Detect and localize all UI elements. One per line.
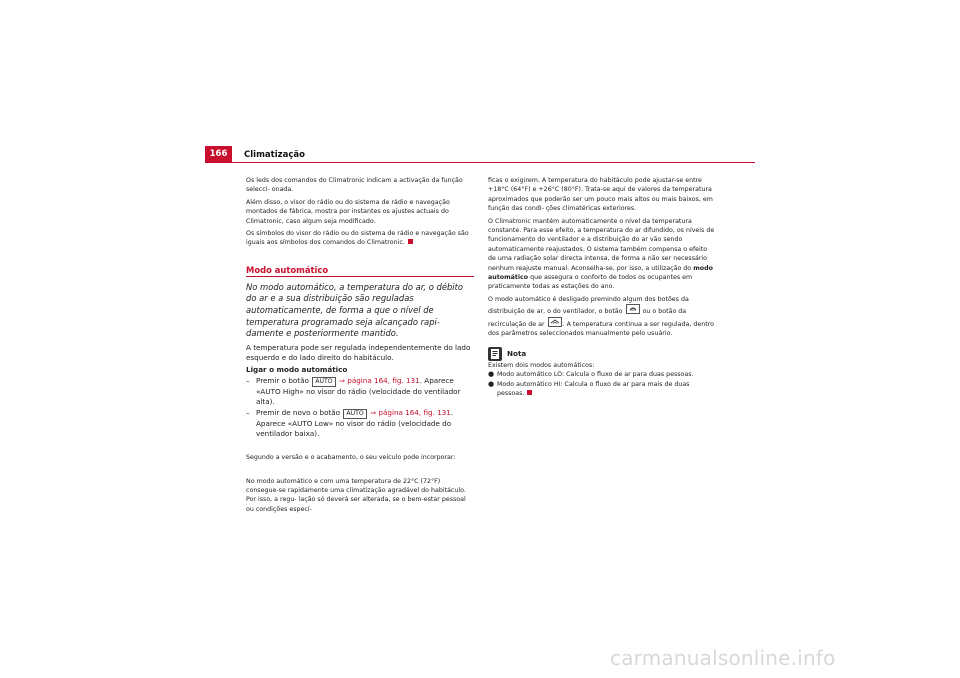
end-of-section-marker bbox=[527, 390, 532, 395]
paragraph-temperature: A temperatura pode ser regulada independentemente do lado esquerdo e do lado direito do habitáculo. bbox=[246, 342, 471, 363]
bold-auto-mode: modo automático bbox=[488, 264, 713, 282]
section-rule bbox=[246, 276, 474, 277]
paragraph-symbols bbox=[246, 229, 474, 248]
note-bullet-2-text bbox=[497, 380, 716, 399]
note-bullet-1 bbox=[488, 370, 716, 380]
paragraph-constant-level-before: O Climatronic mantém automaticamente o nível da temperatura constante. Para esse efeito, a temperatura do ar difundido, os níveis de funcionamento do ventilador e a distribuição do ar vão sendo automaticamente reajustados. O sistema também compensa o efeito de uma radiação solar directa intensa, de forma a não ser necessário nenhum reajuste manual. Aconselha-se, por isso, a utilização do bbox=[488, 217, 715, 272]
paragraph-radio-display: Além disso, o visor do rádio ou do sistema de rádio e navegação montados de fábrica, mostra por instantes os ajustes actuais do Climatronic, caso algum seja modificado. bbox=[246, 198, 450, 225]
page-header-title: Climatização bbox=[244, 150, 305, 160]
recirculation-icon bbox=[548, 317, 562, 327]
paragraph-version: Segundo a versão e o acabamento, o seu veículo pode incorporar: bbox=[246, 454, 456, 462]
bullet-glyph: ● bbox=[488, 369, 495, 378]
right-column bbox=[488, 176, 716, 399]
paragraph-leds: Os leds dos comandos do Climatronic indicam a activação da função selecci- onada. bbox=[246, 177, 463, 194]
note-bullet-2 bbox=[488, 380, 716, 399]
paragraph-auto-off-b: ou o botão da recirculação de ar bbox=[488, 308, 687, 328]
note-bullet-1-text: Modo automático LO: Calcula o fluxo de ar para duas pessoas. bbox=[497, 370, 694, 378]
watermark: carmanualsonline.info bbox=[610, 646, 836, 670]
step-1-before: Premir o botão bbox=[256, 376, 309, 386]
spacer bbox=[246, 463, 474, 477]
left-column bbox=[246, 176, 474, 514]
step-2-before: Premir de novo o botão bbox=[256, 408, 341, 418]
defrost-icon bbox=[626, 304, 640, 314]
page-reference-link[interactable]: ⇒ página 164, fig. 131 bbox=[338, 376, 420, 386]
section-title: Modo automático bbox=[246, 264, 329, 275]
step-1-text bbox=[256, 376, 474, 407]
step-2-text bbox=[256, 408, 474, 439]
note-header bbox=[488, 347, 716, 361]
paragraph-auto-22c: No modo automático e com uma temperatura de 22°C (72°F) consegue-se rapidamente uma climatização agradável do habitáculo. Por isso, a regu- lação só deverá ser alterada, se o bem-estar pessoal ou condições especí- bbox=[246, 477, 466, 513]
step-dash: – bbox=[246, 408, 250, 418]
note-bullet-2-body: Modo automático HI: Calcula o fluxo de ar para mais de duas pessoas. bbox=[497, 380, 690, 398]
paragraph-auto-off-a: O modo automático é desligado premindo algum dos botões da distribuição de ar, o do ventilador, o botão bbox=[488, 295, 689, 316]
step-1 bbox=[246, 376, 474, 407]
page-reference-link[interactable]: ⇒ página 164, fig. 131 bbox=[370, 408, 451, 418]
step-1-after: . Aparece «AUTO High» no visor do rádio (velocidade do ventilador alta). bbox=[256, 376, 461, 407]
auto-button-label: AUTO bbox=[312, 377, 335, 387]
note-title: Nota bbox=[507, 349, 527, 358]
end-of-section-marker bbox=[408, 239, 413, 244]
step-2-after: . Aparece «AUTO Low» no visor do rádio (velocidade do ventilador baixa). bbox=[256, 408, 454, 439]
paragraph-symbols-text: Os símbolos do visor do rádio ou do sistema de rádio e navegação são iguais aos símbolos dos comandos do Climatronic. bbox=[246, 230, 469, 247]
note-icon bbox=[488, 347, 502, 361]
paragraph-constant-level bbox=[488, 217, 716, 292]
step-dash: – bbox=[246, 376, 250, 386]
bullet-glyph: ● bbox=[488, 379, 495, 388]
paragraph-temperature-range: ficas o exigirem. A temperatura do habitáculo pode ajustar-se entre +18°C (64°F) e +26°C (80°F). Trata-se aqui de valores da temperatura aproximados que poderão ser um pouco mais altos ou mais baixos, em função das condi- ções climatéricas exteriores. bbox=[488, 177, 713, 213]
subheading-switch-on: Ligar o modo automático bbox=[246, 365, 348, 375]
header-rule bbox=[205, 162, 755, 163]
paragraph-auto-off-c: . A temperatura continua a ser regulada, dentro dos parâmetros seleccionados manualmente pelo usuário. bbox=[488, 320, 714, 338]
paragraph-constant-level-after: que assegura o conforto de todos os ocupantes em praticamente todas as estações do ano. bbox=[488, 274, 693, 291]
step-2 bbox=[246, 408, 474, 439]
note-intro: Existem dois modos automáticos: bbox=[488, 361, 595, 369]
auto-button-label: AUTO bbox=[343, 409, 366, 419]
section-lead: No modo automático, a temperatura do ar, o débito do ar e a sua distribuição são reguladas automaticamente, de forma a que o nível de temperatura programado seja alcançado rapi- damente e posteriormente mantido. bbox=[246, 281, 464, 339]
paragraph-auto-off bbox=[488, 295, 716, 339]
page-number: 166 bbox=[205, 146, 232, 163]
